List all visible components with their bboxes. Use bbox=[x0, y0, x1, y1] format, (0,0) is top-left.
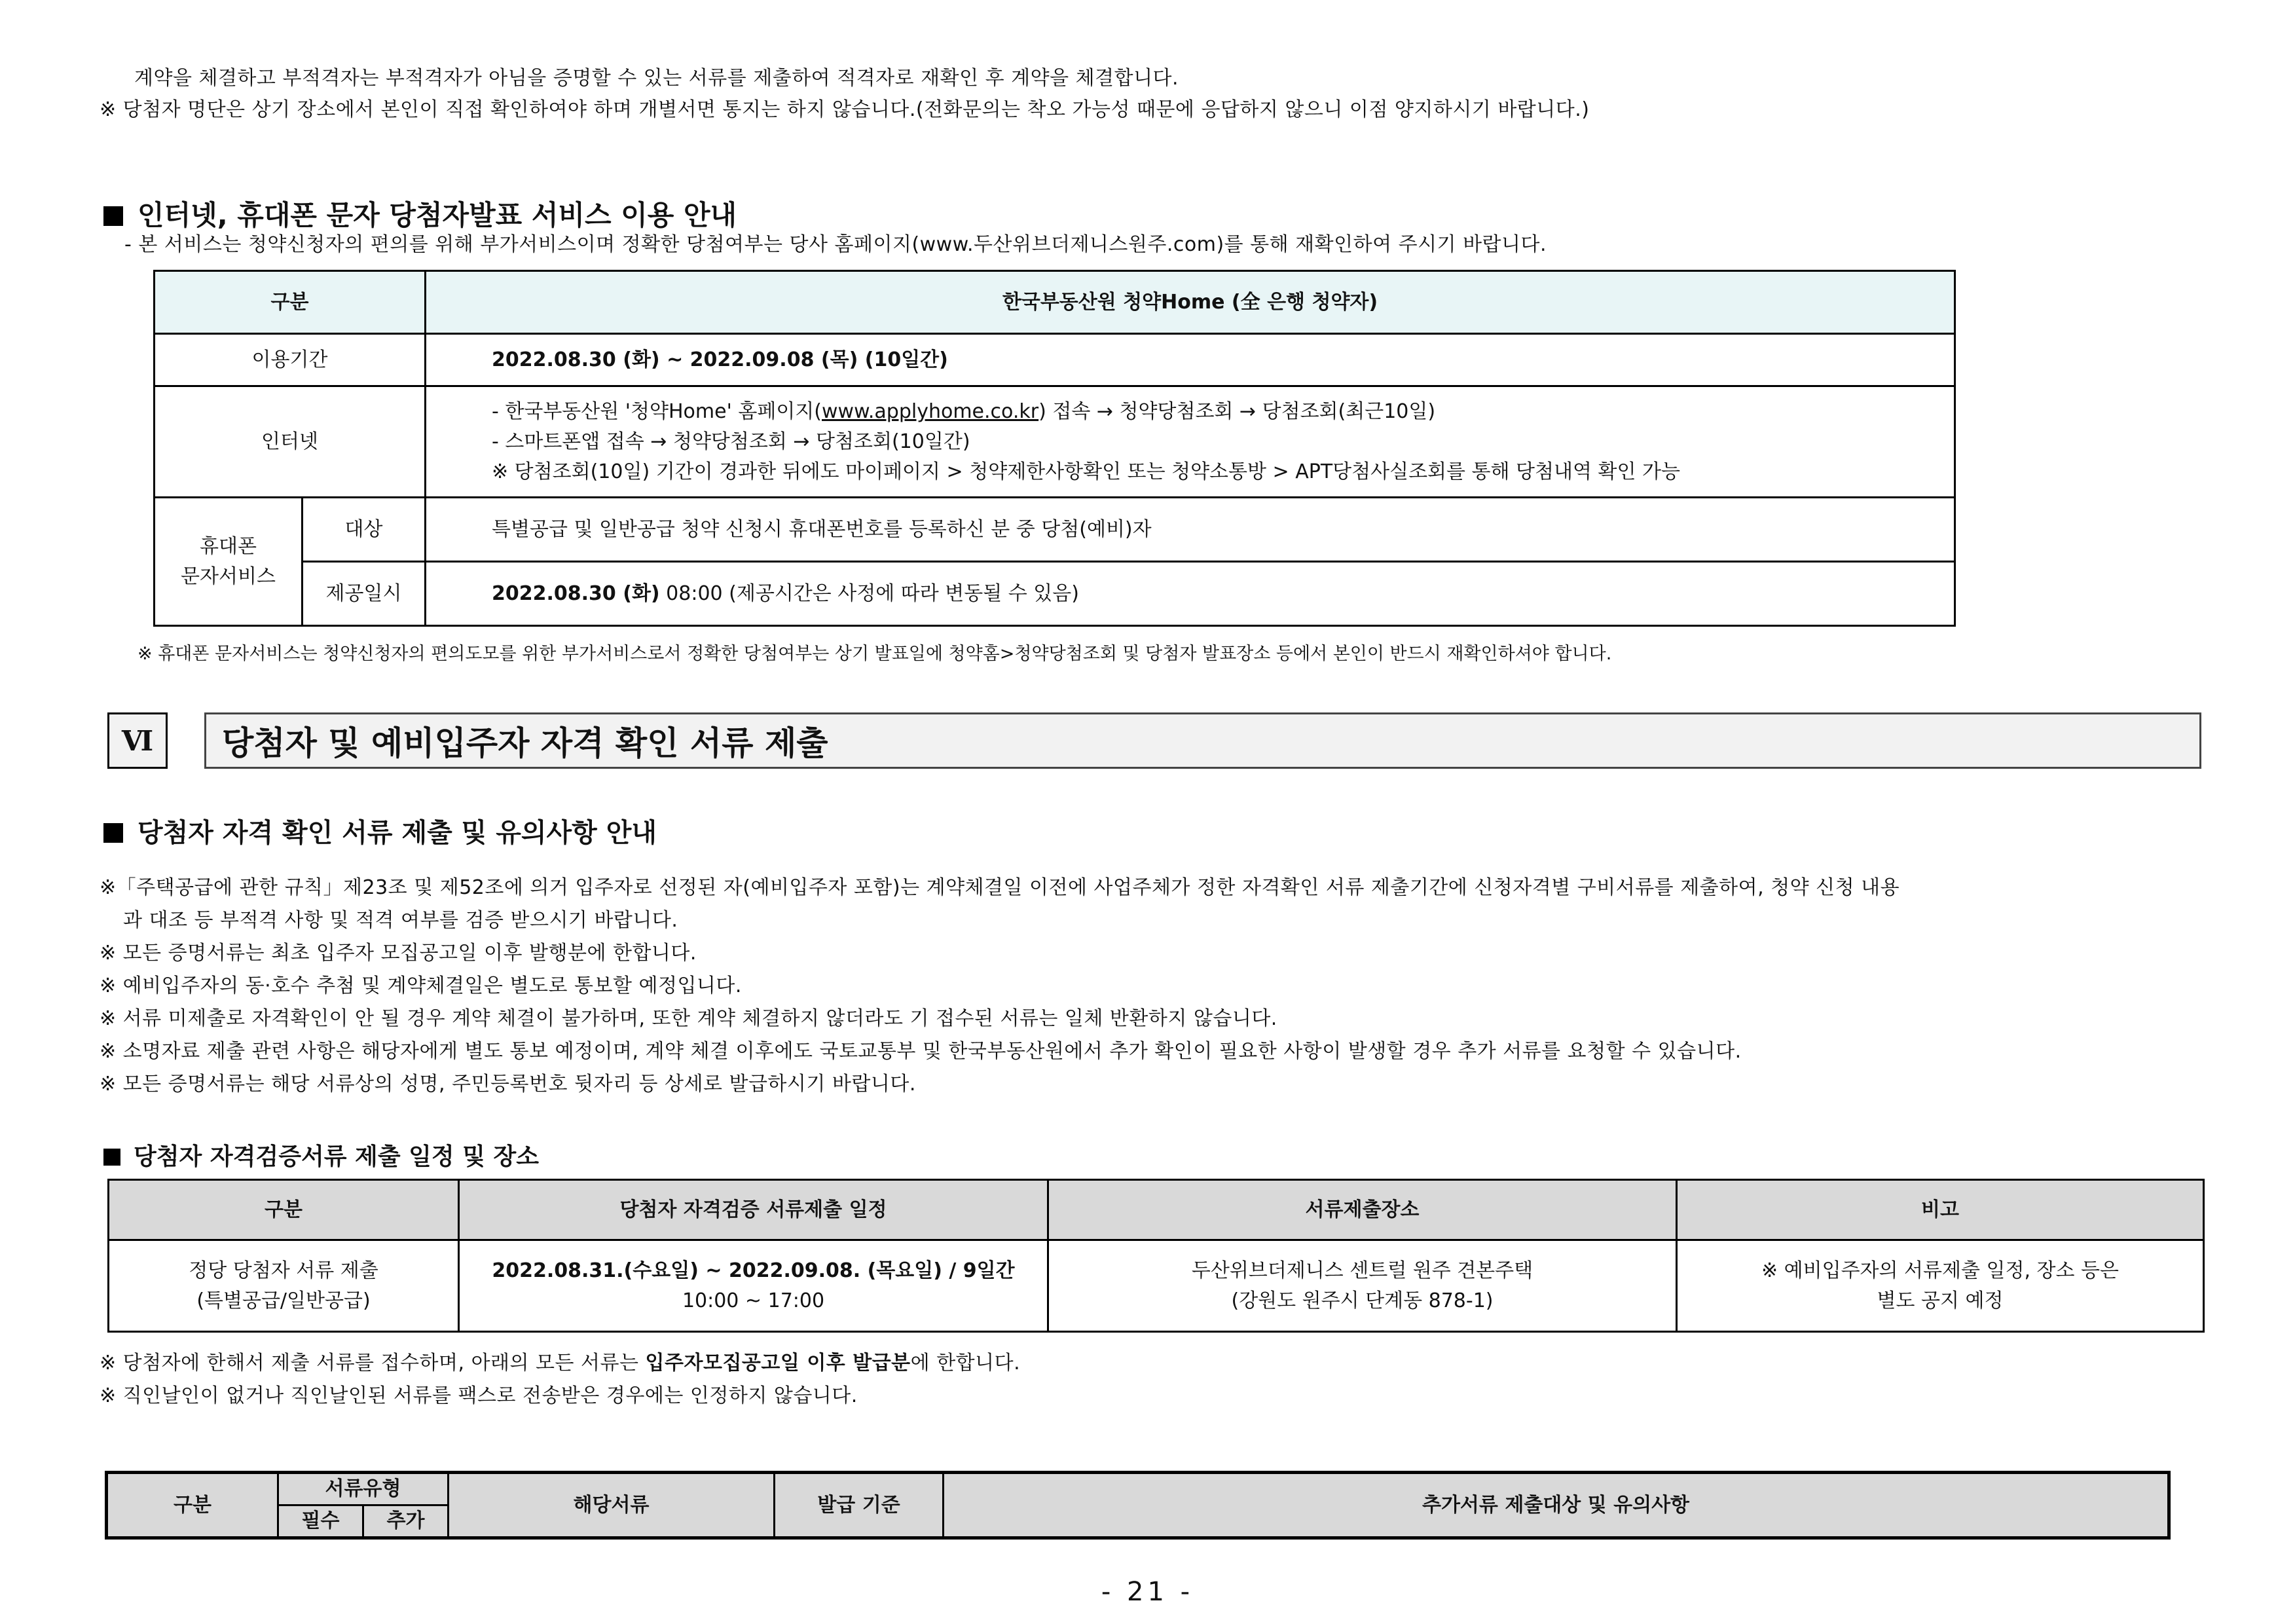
schedule-note-2: ※ 직인날인이 없거나 직인날인된 서류를 팩스로 전송받은 경우에는 인정하지 않습니다. bbox=[100, 1384, 858, 1407]
table-header-provider: 한국부동산원 청약Home (全 은행 청약자) bbox=[426, 271, 1955, 334]
service-heading: 인터넷, 휴대폰 문자 당첨자발표 서비스 이용 안내 bbox=[103, 194, 737, 233]
list-header-extra: 추가 bbox=[363, 1505, 449, 1538]
internet-item-2: - 스마트폰앱 접속 → 청약당첨조회 → 당첨조회(10일간) bbox=[492, 430, 970, 453]
section-title: 당첨자 및 예비입주자 자격 확인 서류 제출 bbox=[204, 712, 2201, 769]
schedule-header-remark: 비고 bbox=[1677, 1180, 2204, 1240]
service-table bbox=[153, 270, 1956, 627]
qualify-line: ※ 모든 증명서류는 최초 입주자 모집공고일 이후 발행분에 한합니다. bbox=[100, 942, 697, 965]
notice-line: ※ 당첨자 명단은 상기 장소에서 본인이 직접 확인하여야 하며 개별서면 통지는 하지 않습니다.(전화문의는 착오 가능성 때문에 응답하지 않으니 이점 양지하시기 바랍니다.) bbox=[100, 98, 1590, 121]
target-value: 특별공급 및 일반공급 청약 신청시 휴대폰번호를 등록하신 분 중 당첨(예비)자 bbox=[426, 498, 1955, 562]
square-bullet-icon bbox=[103, 206, 123, 226]
internet-details bbox=[426, 386, 1955, 498]
schedule-header-category: 구분 bbox=[109, 1180, 459, 1240]
internet-item-3: ※ 당첨조회(10일) 기간이 경과한 뒤에도 마이페이지 > 청약제한사항확인 또는 청약소통방 > APT당첨사실조회를 통해 당첨내역 확인 가능 bbox=[492, 460, 1680, 483]
service-footnote: ※ 휴대폰 문자서비스는 청약신청자의 편의도모를 위한 부가서비스로서 정확한 당첨여부는 상기 발표일에 청약홈>청약당첨조회 및 당첨자 발표장소 등에서 본인이 반드시 재확인하셔야 합니다. bbox=[138, 644, 1612, 664]
qualify-heading: 당첨자 자격 확인 서류 제출 및 유의사항 안내 bbox=[103, 812, 657, 849]
qualify-line: ※ 모든 증명서류는 해당 서류상의 성명, 주민등록번호 뒷자리 등 상세로 발급하시기 바랍니다. bbox=[100, 1073, 916, 1096]
schedule-note-1: ※ 당첨자에 한해서 제출 서류를 접수하며, 아래의 모든 서류는 입주자모집공고일 이후 발급분에 한합니다. bbox=[100, 1352, 1021, 1375]
list-header-basis: 발급 기준 bbox=[775, 1473, 944, 1538]
table-header-category: 구분 bbox=[155, 271, 426, 334]
qualify-line: ※ 예비입주자의 동·호수 추첨 및 계약체결일은 별도로 통보할 예정입니다. bbox=[100, 974, 742, 997]
internet-label: 인터넷 bbox=[155, 386, 426, 498]
date-value: 2022.08.30 (화) 08:00 (제공시간은 사정에 따라 변동될 수 있음) bbox=[426, 562, 1955, 626]
list-header-notes: 추가서류 제출대상 및 유의사항 bbox=[944, 1473, 2169, 1538]
schedule-heading: 당첨자 자격검증서류 제출 일정 및 장소 bbox=[103, 1138, 539, 1172]
list-header-category: 구분 bbox=[107, 1473, 278, 1538]
document-list-table bbox=[105, 1471, 2171, 1540]
continuation-line: 계약을 체결하고 부적격자는 부적격자가 아님을 증명할 수 있는 서류를 제출하여 적격자로 재확인 후 계약을 체결합니다. bbox=[134, 67, 1179, 90]
date-label: 제공일시 bbox=[303, 562, 426, 626]
service-note: - 본 서비스는 청약신청자의 편의를 위해 부가서비스이며 정확한 당첨여부는 당사 홈페이지(www.두산위브더제니스원주.com)를 통해 재확인하여 주시기 바랍니다. bbox=[124, 233, 1547, 256]
schedule-header-period: 당첨자 자격검증 서류제출 일정 bbox=[459, 1180, 1048, 1240]
schedule-period-cell: 2022.08.31.(수요일) ~ 2022.09.08. (목요일) / 9일간 10:00 ~ 17:00 bbox=[459, 1240, 1048, 1332]
applyhome-link[interactable]: www.applyhome.co.kr bbox=[822, 399, 1039, 423]
page-number: - 21 - bbox=[1101, 1577, 1194, 1607]
period-value: 2022.08.30 (화) ~ 2022.09.08 (목) (10일간) bbox=[426, 334, 1955, 386]
qualify-line: 과 대조 등 부적격 사항 및 적격 여부를 검증 받으시기 바랍니다. bbox=[123, 909, 678, 932]
schedule-table bbox=[107, 1179, 2205, 1333]
schedule-remark-cell: ※ 예비입주자의 서류제출 일정, 장소 등은 별도 공지 예정 bbox=[1677, 1240, 2204, 1332]
list-header-doc-type: 서류유형 bbox=[278, 1473, 449, 1505]
schedule-category-cell: 정당 당첨자 서류 제출 (특별공급/일반공급) bbox=[109, 1240, 459, 1332]
square-bullet-icon bbox=[103, 823, 123, 843]
square-bullet-icon bbox=[103, 1149, 120, 1166]
schedule-place-cell: 두산위브더제니스 센트럴 원주 견본주택 (강원도 원주시 단계동 878-1) bbox=[1048, 1240, 1677, 1332]
list-header-document: 해당서류 bbox=[449, 1473, 775, 1538]
qualify-line: ※「주택공급에 관한 규칙」제23조 및 제52조에 의거 입주자로 선정된 자(예비입주자 포함)는 계약체결일 이전에 사업주체가 정한 자격확인 서류 제출기간에 신청자격별 구비서류를 제출하여, 청약 신청 내용 bbox=[100, 876, 1900, 899]
target-label: 대상 bbox=[303, 498, 426, 562]
qualify-line: ※ 소명자료 제출 관련 사항은 해당자에게 별도 통보 예정이며, 계약 체결 이후에도 국토교통부 및 한국부동산원에서 추가 확인이 필요한 사항이 발생할 경우 추가 서류를 요청할 수 있습니다. bbox=[100, 1040, 1742, 1063]
internet-item-1: - 한국부동산원 '청약Home' 홈페이지(www.applyhome.co.kr) 접속 → 청약당첨조회 → 당첨조회(최근10일) bbox=[492, 399, 1436, 423]
schedule-header-place: 서류제출장소 bbox=[1048, 1180, 1677, 1240]
list-header-required: 필수 bbox=[278, 1505, 363, 1538]
section-number: Ⅵ bbox=[107, 712, 168, 769]
qualify-line: ※ 서류 미제출로 자격확인이 안 될 경우 계약 체결이 불가하며, 또한 계약 체결하지 않더라도 기 접수된 서류는 일체 반환하지 않습니다. bbox=[100, 1007, 1277, 1030]
period-label: 이용기간 bbox=[155, 334, 426, 386]
sms-label: 휴대폰 문자서비스 bbox=[155, 498, 303, 626]
